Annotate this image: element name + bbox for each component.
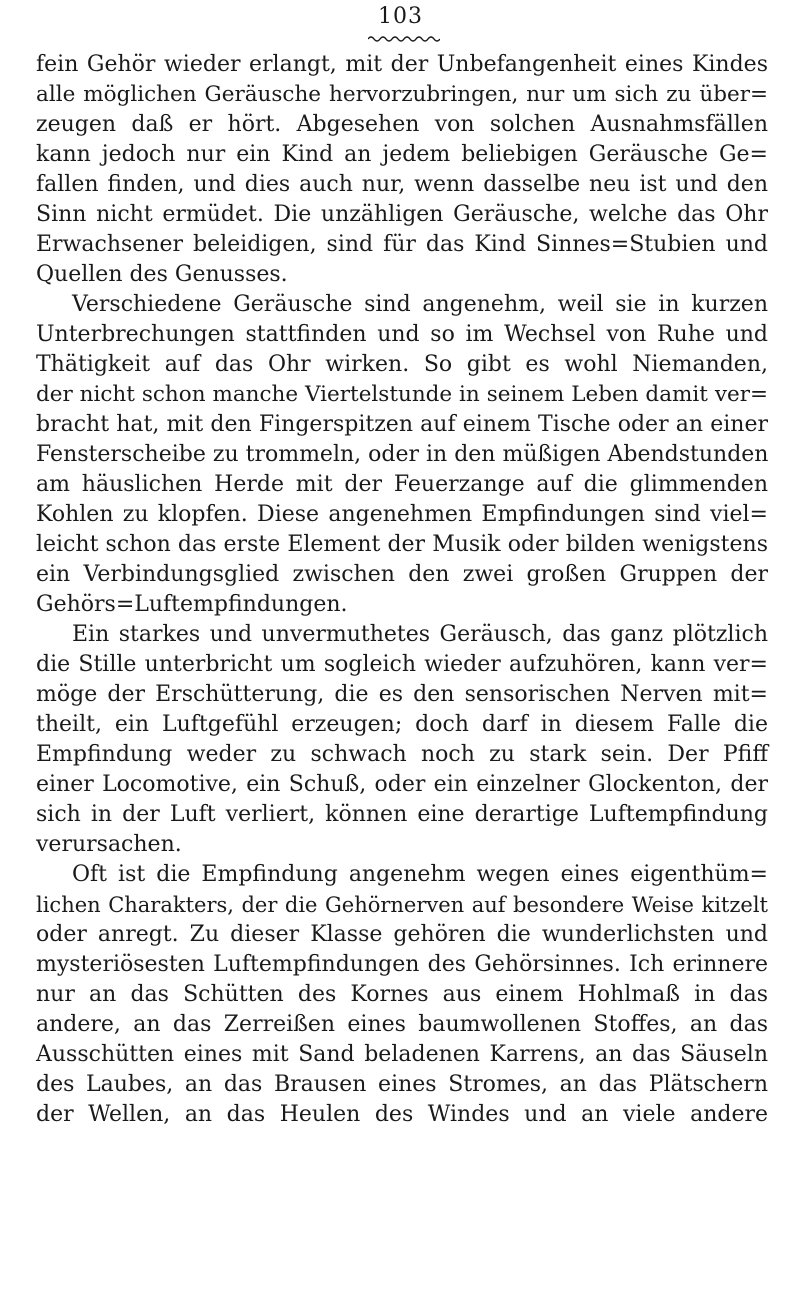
text-line: sich in der Luft verliert, können eine derartige Luftempfindung — [36, 802, 768, 827]
text-line: fein Gehör wieder erlangt, mit der Unbefangenheit eines Kindes — [36, 52, 768, 77]
wavy-ornament — [368, 34, 440, 44]
text-line: verursachen. — [36, 832, 182, 857]
text-line: der Wellen, an das Heulen des Windes und an viele andere — [36, 1102, 768, 1127]
text-line: Verschiedene Geräusche sind angenehm, weil sie in kurzen — [72, 292, 768, 317]
text-line: fallen finden, und dies auch nur, wenn dasselbe neu ist und den — [36, 172, 768, 197]
text-line: Sinn nicht ermüdet. Die unzähligen Geräusche, welche das Ohr — [36, 202, 768, 227]
text-line: Unterbrechungen stattfinden und so im Wechsel von Ruhe und — [36, 322, 768, 347]
text-line: Oft ist die Empfindung angenehm wegen eines eigenthüm= — [72, 862, 768, 887]
text-line: Quellen des Genusses. — [36, 262, 288, 287]
text-line: Empfindung weder zu schwach noch zu stark sein. Der Pfiff — [36, 742, 768, 767]
text-line: Kohlen zu klopfen. Diese angenehmen Empfindungen sind viel= — [36, 502, 768, 527]
text-line: des Laubes, an das Brausen eines Stromes, an das Plätschern — [36, 1072, 768, 1097]
text-line: am häuslichen Herde mit der Feuerzange auf die glimmenden — [36, 472, 768, 497]
text-line: Fensterscheibe zu trommeln, oder in den müßigen Abendstunden — [36, 442, 769, 467]
text-line: Ausschütten eines mit Sand beladenen Karrens, an das Säuseln — [36, 1042, 768, 1067]
text-line: lichen Charakters, der die Gehörnerven auf besondere Weise kitzelt — [36, 893, 768, 917]
text-line: mysteriösesten Luftempfindungen des Gehörsinnes. Ich erinnere — [36, 952, 768, 977]
text-line: Gehörs=Luftempfindungen. — [36, 592, 348, 617]
page-header — [0, 4, 801, 30]
text-line: Erwachsener beleidigen, sind für das Kind Sinnes=Stubien und — [36, 232, 768, 257]
text-line: andere, an das Zerreißen eines baumwollenen Stoffes, an das — [36, 1012, 768, 1037]
text-line: der nicht schon manche Viertelstunde in seinem Leben damit ver= — [36, 382, 768, 407]
text-line: die Stille unterbricht um sogleich wieder aufzuhören, kann ver= — [36, 652, 768, 677]
text-line: Ein starkes und unvermuthetes Geräusch, das ganz plötzlich — [72, 622, 768, 647]
text-line: oder anregt. Zu dieser Klasse gehören die wunderlichsten und — [36, 922, 768, 947]
text-line: einer Locomotive, ein Schuß, oder ein einzelner Glockenton, der — [36, 772, 768, 797]
text-line: Thätigkeit auf das Ohr wirken. So gibt es wohl Niemanden, — [36, 352, 768, 377]
text-body — [36, 50, 768, 1130]
text-line: nur an das Schütten des Kornes aus einem Hohlmaß in das — [36, 982, 768, 1007]
page-number: 103 — [378, 4, 423, 29]
text-line: alle möglichen Geräusche hervorzubringen, nur um sich zu über= — [36, 82, 768, 107]
text-line: theilt, ein Luftgefühl erzeugen; doch darf in diesem Falle die — [36, 712, 768, 737]
text-line: kann jedoch nur ein Kind an jedem beliebigen Geräusche Ge= — [36, 142, 768, 167]
text-line: ein Verbindungsglied zwischen den zwei großen Gruppen der — [36, 562, 768, 587]
text-line: zeugen daß er hört. Abgesehen von solchen Ausnahmsfällen — [36, 112, 768, 137]
text-line: leicht schon das erste Element der Musik oder bilden wenigstens — [36, 532, 768, 557]
text-line: bracht hat, mit den Fingerspitzen auf einem Tische oder an einer — [36, 412, 768, 437]
text-line: möge der Erschütterung, die es den sensorischen Nerven mit= — [36, 682, 768, 707]
